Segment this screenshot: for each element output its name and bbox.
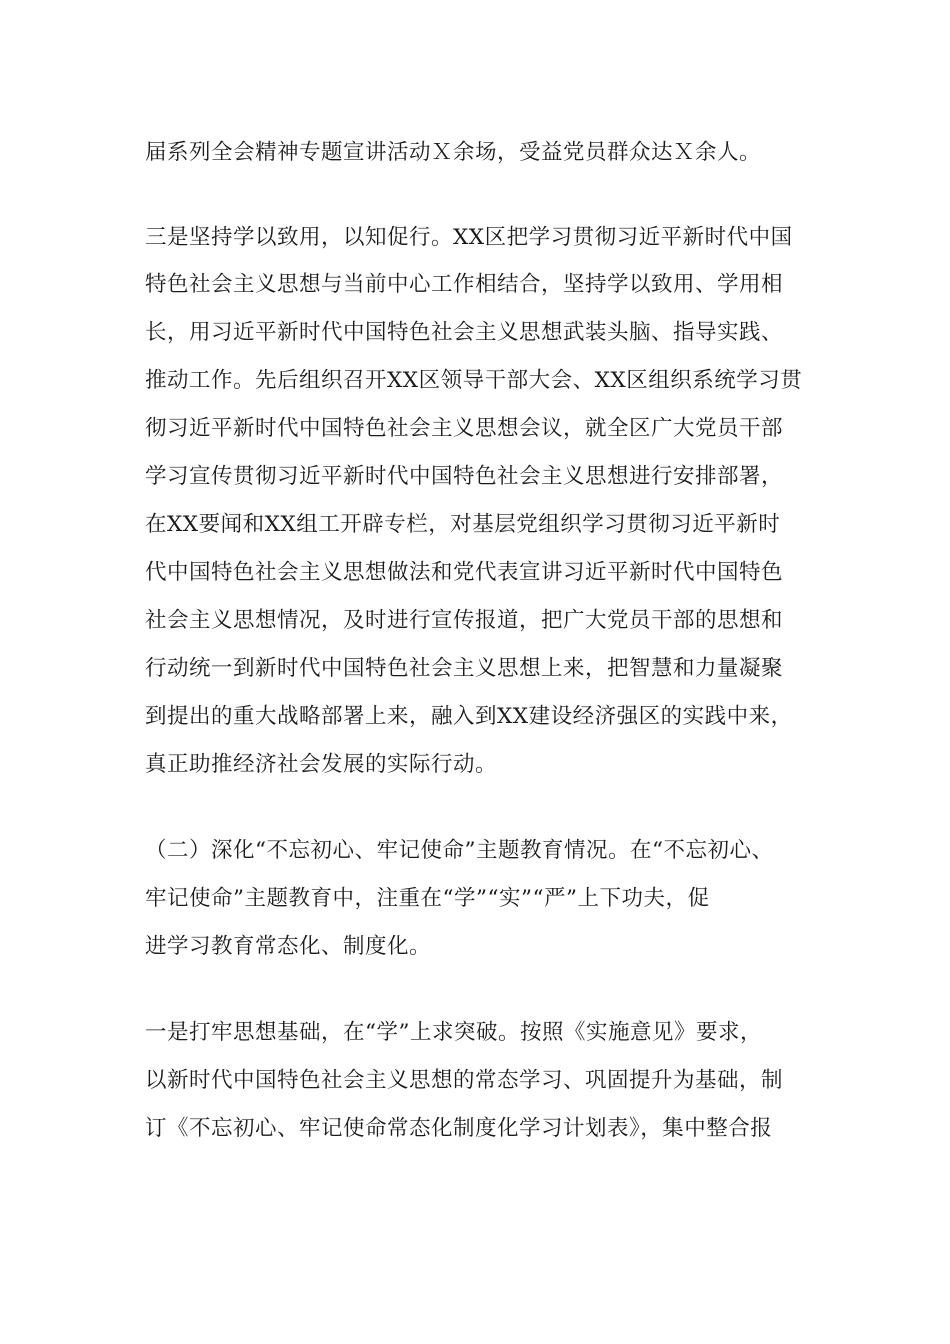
text-line: 长，用习近平新时代中国特色社会主义思想武装头脑、指导实践、: [145, 320, 784, 345]
text-line: 特色社会主义思想与当前中心工作相结合，坚持学以致用、学用相: [145, 272, 784, 297]
text-line: 推动工作。先后组织召开XX区领导干部大会、XX区组织系统学习贯: [145, 368, 803, 393]
text-line: 代中国特色社会主义思想做法和党代表宣讲习近平新时代中国特色: [145, 560, 784, 585]
text-line: 牢记使命”主题教育中，注重在“学”“实”“严”上下功夫，促: [145, 886, 710, 911]
text-line: 一是打牢思想基础，在“学”上求突破。按照《实施意见》要求，: [145, 1020, 762, 1045]
text-line: 到提出的重大战略部署上来，融入到XX建设经济强区的实践中来，: [145, 704, 793, 729]
text-line: 进学习教育常态化、制度化。: [145, 934, 432, 959]
text-line: 学习宣传贯彻习近平新时代中国特色社会主义思想进行安排部署，: [145, 464, 784, 489]
text-line: 行动统一到新时代中国特色社会主义思想上来，把智慧和力量凝聚: [145, 656, 784, 681]
text-line: 届系列全会精神专题宣讲活动Ｘ余场，受益党员群众达Ｘ余人。: [145, 140, 762, 165]
text-line: 以新时代中国特色社会主义思想的常态学习、巩固提升为基础，制: [145, 1068, 784, 1093]
text-line: 在XX要闻和XX组工开辟专栏，对基层党组织学习贯彻习近平新时: [145, 512, 781, 537]
text-line: 订《不忘初心、牢记使命常态化制度化学习计划表》，集中整合报: [145, 1116, 773, 1141]
text-line: 三是坚持学以致用，以知促行。XX区把学习贯彻习近平新时代中国: [145, 225, 793, 250]
text-line: 社会主义思想情况，及时进行宣传报道，把广大党员干部的思想和: [145, 608, 784, 633]
text-line: 彻习近平新时代中国特色社会主义思想会议，就全区广大党员干部: [145, 416, 784, 441]
text-line: （二）深化“不忘初心、牢记使命”主题教育情况。在“不忘初心、: [145, 838, 774, 863]
text-line: 真正助推经济社会发展的实际行动。: [145, 752, 498, 777]
